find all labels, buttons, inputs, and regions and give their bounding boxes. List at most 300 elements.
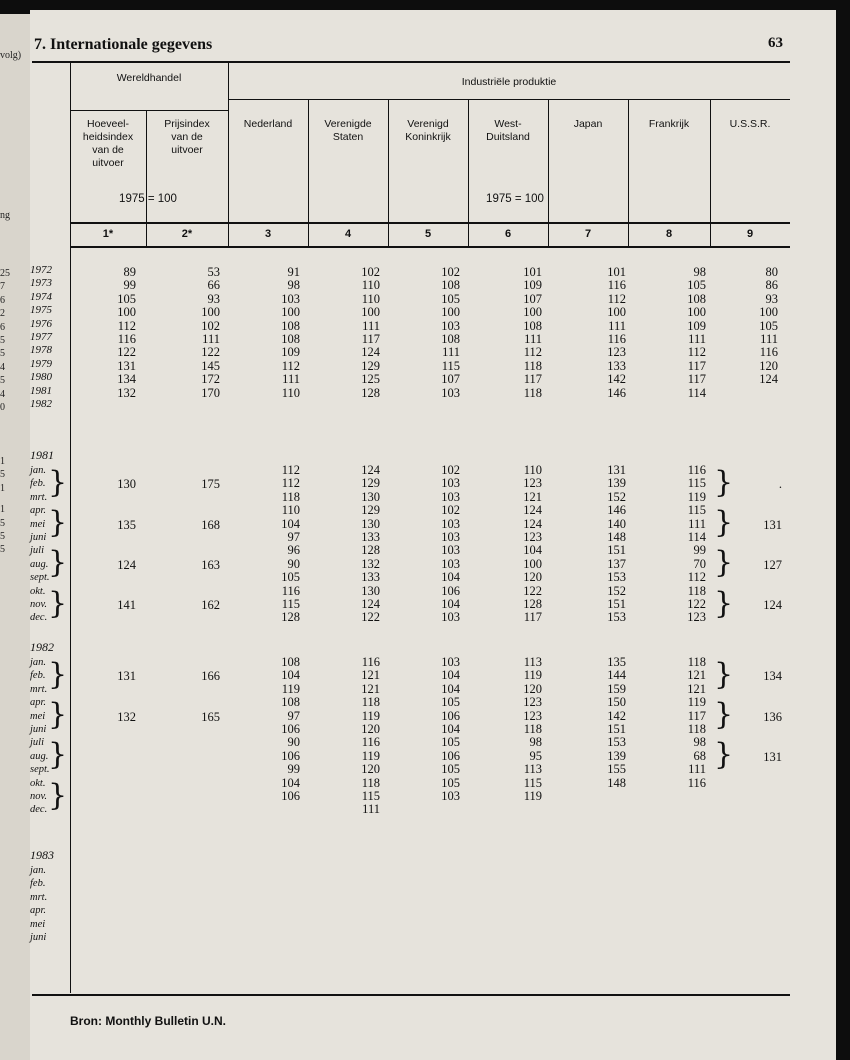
quarter-value-col2: 162 [201, 598, 220, 612]
value-cell: 106 [441, 583, 460, 598]
y1981-column-7 [586, 464, 626, 625]
column-number: 7 [584, 228, 592, 240]
value-cell: 106 [441, 708, 460, 723]
quarter-brace: } [48, 505, 68, 541]
value-cell: 114 [687, 385, 706, 400]
quarter-brace-col9: } [714, 465, 734, 500]
column-number: 9 [746, 228, 754, 240]
value-cell: 106 [281, 721, 300, 736]
value-cell: 151 [607, 543, 626, 558]
value-cell: 121 [687, 681, 706, 696]
value-cell: 99 [287, 762, 300, 777]
value-cell: 125 [361, 372, 380, 387]
value-cell: 100 [117, 305, 136, 320]
value-cell: 102 [361, 265, 380, 279]
value-cell: 110 [523, 463, 542, 477]
y1982-column-4 [340, 656, 380, 817]
month-label: sept. [30, 764, 50, 776]
value-cell: 115 [687, 503, 706, 518]
value-cell: 119 [361, 708, 380, 723]
value-cell: 123 [523, 708, 542, 723]
left-border [70, 63, 71, 993]
value-cell: 101 [523, 265, 542, 279]
facing-page-number: 5 [0, 544, 5, 556]
quarter-brace: } [48, 657, 68, 692]
value-cell: 103 [441, 543, 460, 558]
y1981-column-6 [502, 464, 542, 625]
value-cell: 121 [361, 668, 380, 683]
y1982-column-5 [420, 656, 460, 803]
facing-page-number: 5 [0, 335, 5, 346]
value-cell: 109 [281, 345, 300, 360]
column-number: 4 [344, 228, 352, 240]
value-cell: 105 [281, 570, 300, 585]
column-number: 8 [665, 228, 673, 240]
quarter-brace-col9: } [714, 737, 734, 773]
month-label: nov. [30, 790, 48, 802]
column-header: Nederland [243, 118, 293, 130]
value-cell: 105 [441, 291, 460, 306]
value-cell: 145 [201, 358, 220, 373]
value-cell: 103 [441, 556, 460, 571]
quarter-brace: } [48, 697, 68, 733]
month-label: jan. [30, 657, 47, 668]
value-cell: 116 [361, 735, 380, 750]
year-labels [30, 264, 52, 411]
value-cell: 146 [607, 503, 626, 518]
value-cell: 98 [287, 278, 300, 293]
value-cell: 104 [441, 570, 460, 585]
value-cell: 140 [607, 516, 626, 531]
month-label: dec. [30, 612, 48, 624]
value-cell: 120 [523, 681, 542, 696]
facing-page-number: 5 [0, 469, 5, 481]
year-label: 1981 [30, 384, 52, 397]
value-cell: 118 [687, 721, 706, 736]
value-cell: 97 [287, 529, 300, 544]
value-cell: 151 [607, 721, 626, 736]
facing-page-number: 2 [0, 308, 5, 320]
value-cell: 142 [607, 372, 626, 387]
month-label: okt. [30, 777, 46, 789]
column-header: U.S.S.R. [729, 118, 771, 130]
value-cell: 120 [759, 358, 778, 373]
value-cell: 132 [117, 385, 136, 400]
value-cell: 93 [207, 291, 220, 306]
value-cell: 122 [523, 583, 542, 598]
facing-page-number: 6 [0, 321, 5, 333]
value-cell: 129 [361, 358, 380, 373]
facing-page-number: 4 [0, 361, 5, 373]
value-cell: 112 [281, 463, 300, 477]
value-cell: 122 [687, 596, 706, 611]
value-cell: 148 [607, 529, 626, 544]
value-cell: 103 [441, 318, 460, 333]
annual-column-2 [180, 266, 220, 400]
value-cell: 99 [123, 278, 136, 293]
value-cell: 102 [441, 265, 460, 279]
facing-page-number: 5 [0, 348, 5, 360]
value-cell: 119 [523, 788, 542, 803]
value-cell: 112 [687, 345, 706, 360]
value-cell: 115 [441, 358, 460, 373]
value-cell: 105 [441, 735, 460, 750]
value-cell: 102 [441, 463, 460, 477]
value-cell: 104 [281, 668, 300, 683]
subgroup-rule-left [70, 110, 228, 111]
value-cell: 115 [281, 596, 300, 611]
value-cell: 103 [441, 489, 460, 504]
value-cell: 120 [361, 721, 380, 736]
month-label: mrt. [30, 683, 48, 695]
annual-column-6 [502, 266, 542, 400]
value-cell: 100 [523, 556, 542, 571]
annual-column-8 [666, 266, 706, 400]
base-year-right: 1975 = 100 [486, 193, 544, 205]
annual-column-9 [738, 266, 778, 387]
value-cell: 89 [123, 265, 136, 279]
annual-column-3 [260, 266, 300, 400]
value-cell: 116 [607, 278, 626, 293]
value-cell: 108 [281, 695, 300, 710]
header-rule [70, 222, 790, 224]
value-cell: 108 [441, 278, 460, 293]
quarter-brace-col9: } [714, 505, 734, 541]
facing-page-number: 4 [0, 388, 5, 400]
value-cell: 153 [607, 610, 626, 625]
value-cell: 124 [523, 516, 542, 531]
value-cell: 108 [441, 331, 460, 346]
value-cell: 93 [765, 291, 778, 306]
column-number: 1* [102, 228, 114, 240]
value-cell: 130 [361, 489, 380, 504]
value-cell: 86 [765, 278, 778, 293]
value-cell: 98 [529, 735, 542, 750]
value-cell: 150 [607, 695, 626, 710]
colnum-rule [70, 246, 790, 248]
quarter-value-col2: 175 [201, 477, 220, 492]
value-cell: 105 [117, 291, 136, 306]
value-cell: 124 [361, 596, 380, 611]
value-cell: 111 [688, 762, 706, 777]
value-cell: 130 [361, 583, 380, 598]
value-cell: 119 [361, 748, 380, 763]
value-cell: 128 [281, 610, 300, 625]
value-cell: 111 [282, 372, 300, 387]
value-cell: 103 [441, 476, 460, 491]
value-cell: 131 [607, 463, 626, 477]
value-cell: 119 [523, 668, 542, 683]
value-cell: 117 [361, 331, 380, 346]
source-note: Bron: Monthly Bulletin U.N. [70, 1014, 226, 1028]
value-cell: 103 [441, 516, 460, 531]
page-number: 63 [768, 35, 783, 51]
value-cell: 103 [441, 655, 460, 669]
value-cell: 108 [281, 655, 300, 669]
value-cell: 100 [607, 305, 626, 320]
value-cell: 117 [687, 708, 706, 723]
value-cell: 112 [281, 476, 300, 491]
month-label: aug. [30, 750, 49, 762]
year-label: 1977 [30, 330, 52, 343]
value-cell: 152 [607, 489, 626, 504]
value-cell: 103 [441, 788, 460, 803]
quarter-value-col1: 132 [117, 709, 136, 724]
value-cell: 120 [361, 762, 380, 777]
value-cell: 121 [523, 489, 542, 504]
value-cell: 66 [207, 278, 220, 293]
column-number: 5 [424, 228, 432, 240]
value-cell: 116 [759, 345, 778, 360]
value-cell: 105 [441, 775, 460, 790]
value-cell: 129 [361, 503, 380, 518]
quarter-brace-col9: } [714, 697, 734, 733]
column-header: Verenigd Koninkrijk [405, 118, 451, 143]
column-number: 6 [504, 228, 512, 240]
value-cell: 100 [523, 305, 542, 320]
year-label: 1975 [30, 304, 52, 317]
value-cell: 139 [607, 748, 626, 763]
quarter-value-col1: 131 [117, 669, 136, 684]
quarter-brace-col9: } [714, 585, 734, 621]
value-cell: 104 [281, 775, 300, 790]
value-cell: 117 [523, 610, 542, 625]
column-header: West- Duitsland [486, 118, 530, 143]
value-cell: 118 [523, 721, 542, 736]
value-cell: 116 [117, 331, 136, 346]
value-cell: 100 [201, 305, 220, 320]
value-cell: 111 [362, 318, 380, 333]
quarter-brace-col9: } [714, 545, 734, 581]
value-cell: 172 [201, 372, 220, 387]
value-cell: 114 [687, 529, 706, 544]
quarter-value-col9: . [778, 477, 782, 492]
month-label: mrt. [30, 491, 48, 503]
value-cell: 115 [687, 476, 706, 491]
month-label: okt. [30, 585, 46, 597]
month-label: nov. [30, 598, 48, 610]
month-label: sept. [30, 572, 50, 584]
facing-page-number: 6 [0, 294, 5, 306]
value-cell: 121 [687, 668, 706, 683]
value-cell: 109 [523, 278, 542, 293]
value-cell: 95 [529, 748, 542, 763]
value-cell: 106 [281, 788, 300, 803]
column-header: Frankrijk [648, 118, 690, 130]
month-label: juni [30, 931, 47, 943]
annual-column-4 [340, 266, 380, 400]
value-cell: 155 [607, 762, 626, 777]
quarter-value-col9: 127 [763, 557, 782, 572]
column-header: Hoeveel- heidsindex van de uitvoer [82, 118, 134, 169]
value-cell: 116 [687, 775, 706, 790]
year-label: 1976 [30, 317, 52, 330]
facing-page-number: 1 [0, 456, 5, 467]
value-cell: 159 [607, 681, 626, 696]
value-cell: 104 [441, 681, 460, 696]
y1982-column-7 [586, 656, 626, 790]
value-cell: 103 [441, 529, 460, 544]
value-cell: 170 [201, 385, 220, 400]
value-cell: 100 [687, 305, 706, 320]
subgroup-rule [228, 99, 790, 100]
y1981-column-5 [420, 464, 460, 625]
column-header: Japan [573, 118, 603, 130]
value-cell: 133 [607, 358, 626, 373]
annual-column-1 [96, 266, 136, 400]
facing-page-number: 7 [0, 281, 5, 293]
value-cell: 90 [287, 735, 300, 750]
value-cell: 110 [361, 278, 380, 293]
value-cell: 122 [361, 610, 380, 625]
facing-page-number: 1 [0, 504, 5, 516]
value-cell: 111 [202, 331, 220, 346]
value-cell: 90 [287, 556, 300, 571]
value-cell: 108 [687, 291, 706, 306]
quarter-value-col2: 168 [201, 517, 220, 532]
value-cell: 118 [523, 358, 542, 373]
quarter-value-col1: 130 [117, 477, 136, 492]
value-cell: 132 [361, 556, 380, 571]
value-cell: 119 [687, 489, 706, 504]
value-cell: 102 [201, 318, 220, 333]
value-cell: 111 [760, 331, 778, 346]
document-page [30, 10, 836, 1060]
month-label: juli [30, 545, 45, 557]
group-label-wereldhandel: Wereldhandel [116, 72, 182, 84]
year-label: 1982 [30, 397, 52, 410]
quarter-brace-col9: } [714, 657, 734, 692]
value-cell: 115 [361, 788, 380, 803]
facing-page-number: 0 [0, 402, 5, 413]
value-cell: 123 [687, 610, 706, 625]
value-cell: 100 [281, 305, 300, 320]
value-cell: 112 [523, 345, 542, 360]
month-label: aug. [30, 558, 49, 570]
value-cell: 111 [688, 331, 706, 346]
value-cell: 124 [361, 345, 380, 360]
value-cell: 131 [117, 358, 136, 373]
quarter-brace: } [48, 777, 68, 813]
value-cell: 103 [441, 385, 460, 400]
year-label: 1972 [30, 264, 52, 276]
value-cell: 116 [607, 331, 626, 346]
column-number: 2* [181, 228, 193, 240]
facing-page-number: 5 [0, 375, 5, 387]
month-label: juni [30, 531, 47, 543]
year-label: 1979 [30, 357, 52, 370]
quarter-brace: } [48, 465, 68, 500]
value-cell: 111 [362, 802, 380, 817]
month-label: apr. [30, 505, 47, 517]
value-cell: 111 [608, 318, 626, 333]
value-cell: 100 [441, 305, 460, 320]
month-label: feb. [30, 670, 46, 682]
value-cell: 104 [441, 596, 460, 611]
value-cell: 102 [441, 503, 460, 518]
value-cell: 116 [687, 463, 706, 477]
value-cell: 134 [117, 372, 136, 387]
value-cell: 118 [523, 385, 542, 400]
y1981-column-8 [666, 464, 706, 625]
value-cell: 129 [361, 476, 380, 491]
annual-column-5 [420, 266, 460, 400]
quarter-brace: } [48, 737, 68, 773]
value-cell: 123 [607, 345, 626, 360]
quarter-value-col1: 135 [117, 517, 136, 532]
year-heading-y1983: 1983 [30, 848, 54, 862]
value-cell: 119 [687, 695, 706, 710]
month-label: mrt. [30, 891, 48, 903]
value-cell: 108 [281, 318, 300, 333]
group-label-industrie: Industriële produktie [461, 76, 557, 88]
value-cell: 152 [607, 583, 626, 598]
quarter-brace: } [48, 585, 68, 621]
month-label: mei [30, 710, 46, 722]
value-cell: 97 [287, 708, 300, 723]
value-cell: 122 [201, 345, 220, 360]
value-cell: 117 [523, 372, 542, 387]
year-label: 1978 [30, 344, 52, 357]
value-cell: 68 [693, 748, 706, 763]
group-divider [228, 63, 229, 248]
value-cell: 133 [361, 529, 380, 544]
year-label: 1974 [30, 290, 52, 303]
value-cell: 111 [442, 345, 460, 360]
value-cell: 142 [607, 708, 626, 723]
quarter-value-col9: 136 [763, 709, 782, 724]
value-cell: 101 [607, 265, 626, 279]
column-header: Prijsindex van de uitvoer [164, 118, 210, 156]
value-cell: 104 [523, 543, 542, 558]
quarter-value-col9: 131 [763, 749, 782, 764]
value-cell: 91 [287, 265, 300, 279]
y1982-column-8 [666, 656, 706, 790]
value-cell: 99 [693, 543, 706, 558]
annual-column-7 [586, 266, 626, 400]
value-cell: 139 [607, 476, 626, 491]
month-label: feb. [30, 478, 46, 490]
value-cell: 108 [281, 331, 300, 346]
value-cell: 119 [281, 681, 300, 696]
value-cell: 104 [441, 668, 460, 683]
facing-page-number: 1 [0, 482, 5, 494]
month-label: juni [30, 723, 47, 735]
year-heading-y1981: 1981 [30, 448, 54, 462]
value-cell: 105 [441, 695, 460, 710]
section-title: 7. Internationale gegevens [34, 36, 213, 53]
month-label: mei [30, 918, 46, 930]
facing-page-fragment: ng [0, 210, 10, 221]
year-label: 1980 [30, 371, 52, 384]
value-cell: 96 [287, 543, 300, 558]
year-heading-y1982: 1982 [30, 640, 54, 654]
value-cell: 117 [687, 372, 706, 387]
value-cell: 128 [361, 385, 380, 400]
value-cell: 118 [687, 583, 706, 598]
value-cell: 144 [607, 668, 626, 683]
quarter-value-col2: 165 [201, 709, 220, 724]
value-cell: 112 [281, 358, 300, 373]
quarter-value-col9: 124 [763, 598, 782, 612]
value-cell: 105 [441, 762, 460, 777]
value-cell: 128 [361, 543, 380, 558]
value-cell: 135 [607, 655, 626, 669]
value-cell: 112 [117, 318, 136, 333]
value-cell: 104 [281, 516, 300, 531]
value-cell: 115 [523, 775, 542, 790]
y1981-column-3 [260, 464, 300, 625]
